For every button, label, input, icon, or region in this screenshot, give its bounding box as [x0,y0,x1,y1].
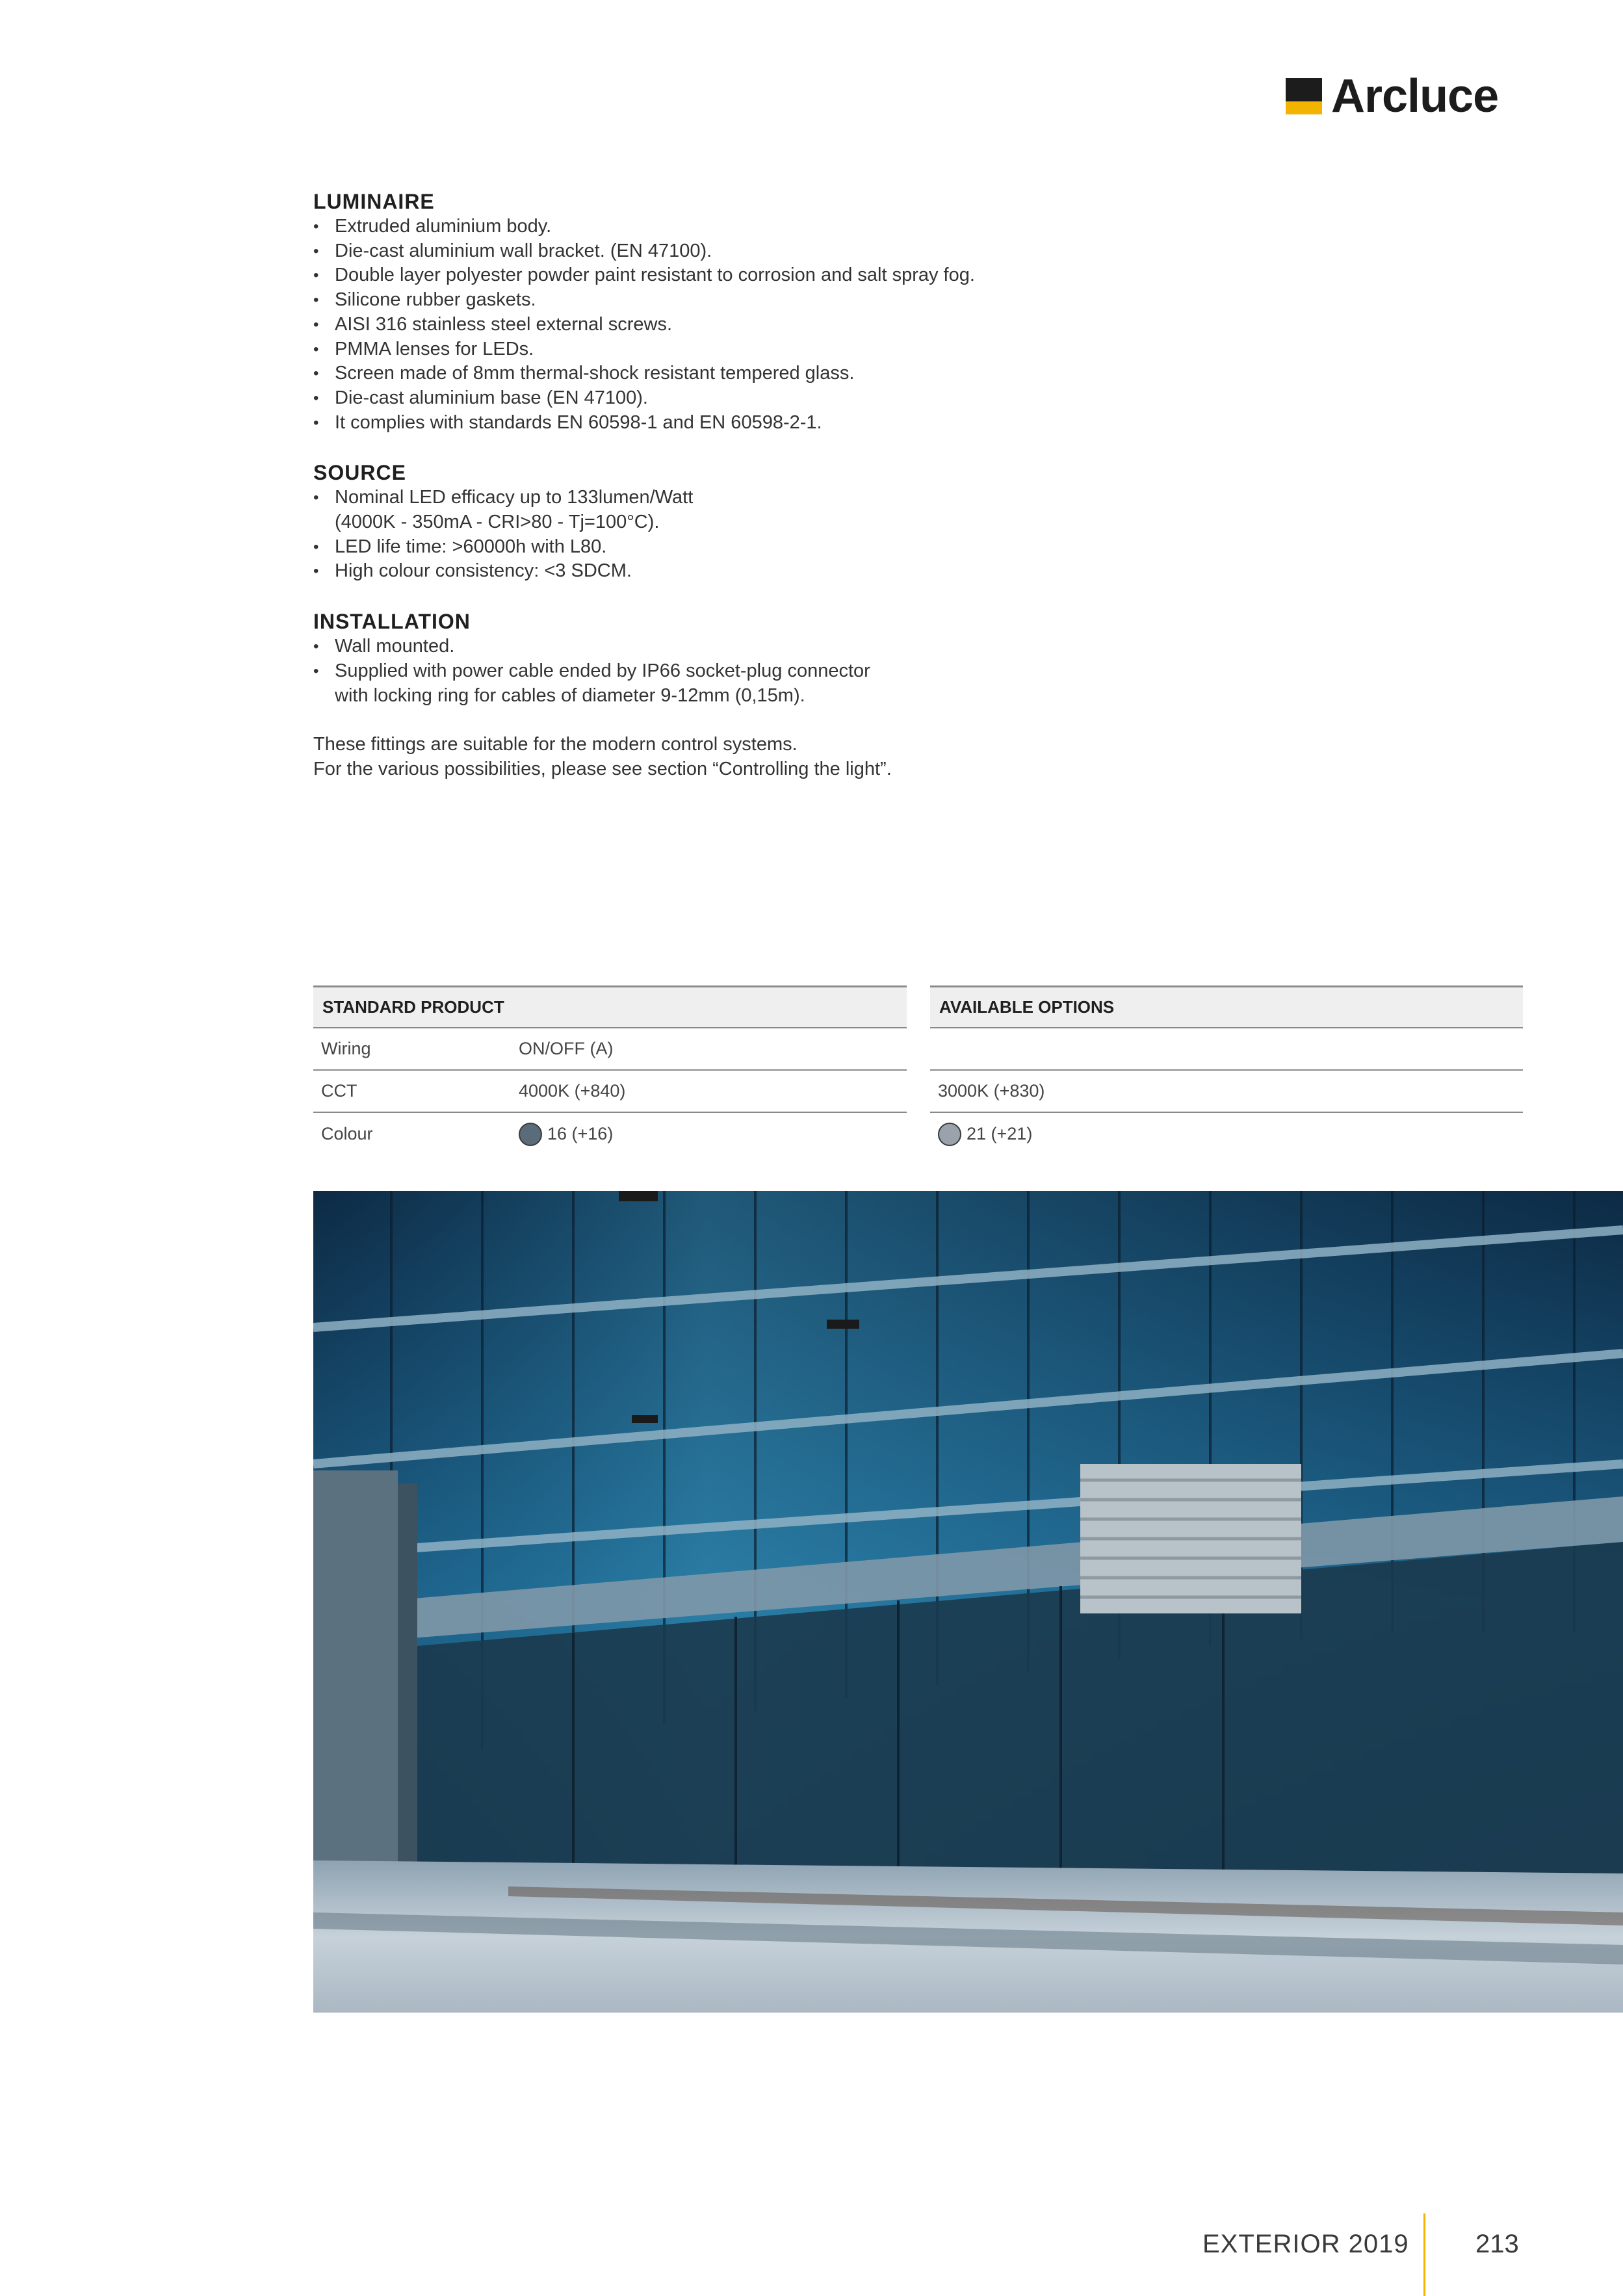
installation-list [313,634,1223,708]
table-row [930,1071,1523,1113]
table-row [313,1028,907,1071]
row-value-with-swatch [519,1123,613,1146]
list-item: • Wall mounted. [313,634,1223,659]
list-item: • PMMA lenses for LEDs. [313,337,1223,362]
row-value: 4000K (+840) [519,1081,626,1101]
logo-mark-icon [1286,78,1322,114]
table-row [313,1071,907,1113]
table-header: AVAILABLE OPTIONS [930,985,1523,1028]
list-item-line: (4000K - 350mA - CRI>80 - Tj=100°C). [335,512,660,533]
list-item [313,486,1223,534]
list-item: • High colour consistency: <3 SDCM. [313,559,1223,584]
standard-product-table [313,985,907,1155]
colour-code: 16 (+16) [547,1124,614,1143]
installation-section [313,608,1223,708]
list-item-line: • Supplied with power cable ended by IP66 socket-plug connector [335,660,870,681]
list-item-line: with locking ring for cables of diameter 9-12mm (0,15m). [335,685,805,706]
page-number: 213 [1475,2230,1519,2258]
source-list [313,486,1223,584]
list-item: • AISI 316 stainless steel external screws. [313,313,1223,337]
luminaire-heading: LUMINAIRE [313,190,435,213]
row-value: ON/OFF (A) [519,1039,614,1058]
spec-text [313,189,1223,782]
colour-code: 21 (+21) [967,1124,1033,1143]
luminaire-section [313,189,1223,435]
row-value: 3000K (+830) [938,1081,1045,1101]
list-item: • LED life time: >60000h with L80. [313,535,1223,560]
brand-logo [1286,70,1498,122]
table-row [313,1113,907,1155]
available-options-table [930,985,1523,1155]
list-item: • Silicone rubber gaskets. [313,288,1223,313]
installation-heading: INSTALLATION [313,610,471,634]
section-title: EXTERIOR 2019 [1202,2230,1409,2258]
table-header: STANDARD PRODUCT [313,985,907,1028]
row-label: Wiring [321,1039,371,1058]
table-row [930,1113,1523,1155]
luminaire-list [313,215,1223,435]
brand-name: Arcluce [1331,70,1499,122]
list-item: • Double layer polyester powder paint resistant to corrosion and salt spray fog. [313,263,1223,288]
facade-illustration [313,1191,1623,2013]
building-facade-photo [313,1191,1623,2013]
list-item [313,659,1223,708]
source-section [313,460,1223,584]
note-line: For the various possibilities, please see section “Controlling the light”. [313,758,892,779]
list-item: • Screen made of 8mm thermal-shock resistant tempered glass. [313,361,1223,386]
row-value-with-swatch [938,1123,1032,1146]
list-item: • It complies with standards EN 60598-1 and EN 60598-2-1. [313,411,1223,436]
footer-divider [1423,2213,1425,2296]
list-item: • Extruded aluminium body. [313,215,1223,239]
control-systems-note [313,733,1223,781]
list-item: • Die-cast aluminium wall bracket. (EN 47100). [313,239,1223,264]
list-item-line: • Nominal LED efficacy up to 133lumen/Watt [335,487,694,508]
row-label: CCT [321,1081,357,1101]
note-line: These fittings are suitable for the modern control systems. [313,734,798,755]
source-heading: SOURCE [313,461,406,485]
list-item: • Die-cast aluminium base (EN 47100). [313,386,1223,411]
colour-swatch [519,1123,542,1146]
row-label: Colour [321,1124,373,1143]
table-row [930,1028,1523,1071]
colour-swatch [938,1123,961,1146]
